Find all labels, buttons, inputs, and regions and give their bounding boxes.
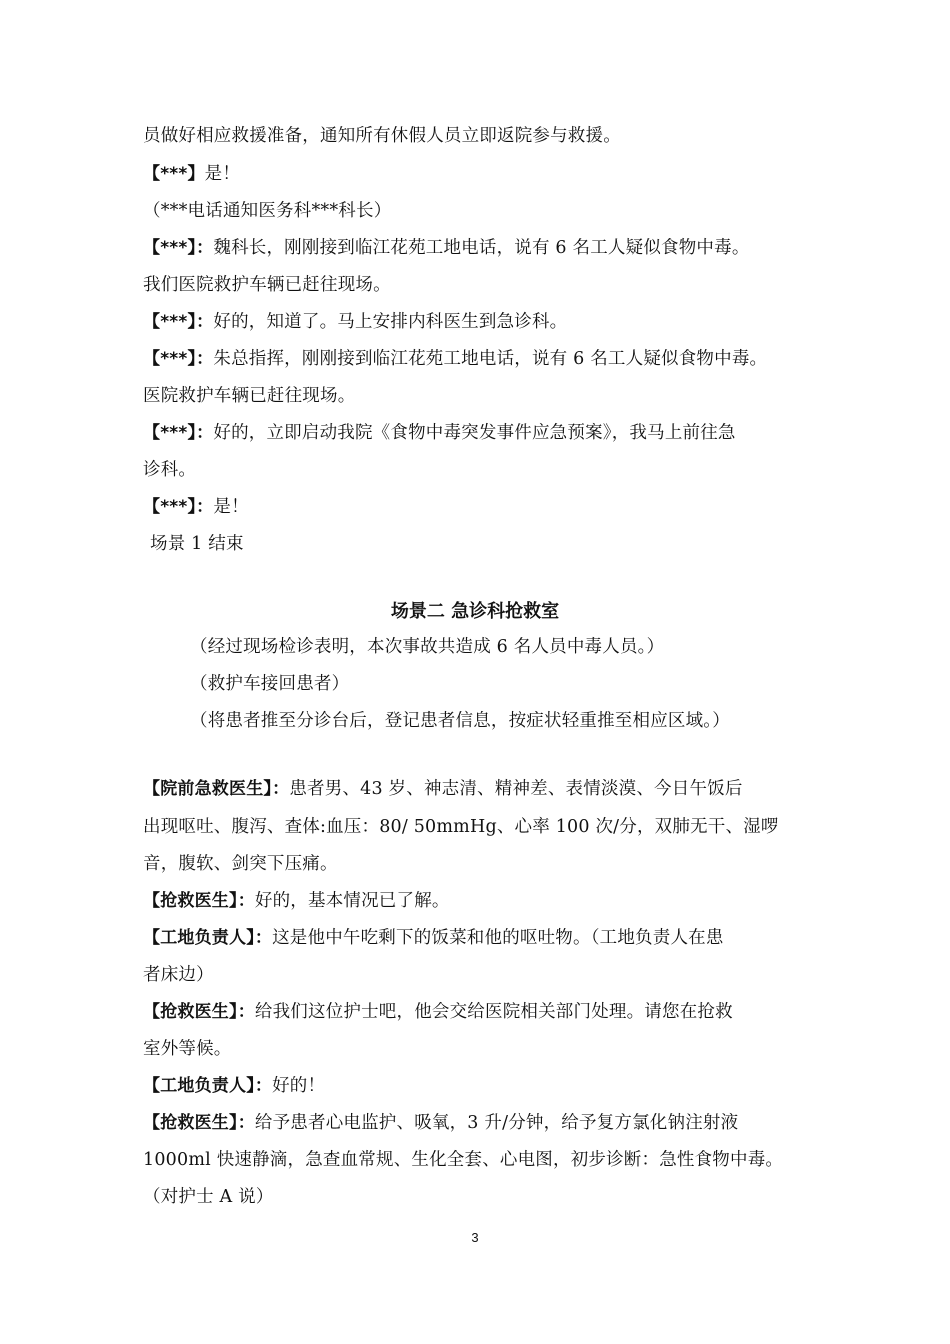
dialogue-continuation: 1000ml 快速静滴，急查血常规、生化全套、心电图，初步诊断：急性食物中毒。: [143, 1150, 784, 1170]
dialogue-continuation: 者床边）: [143, 965, 214, 985]
stage-direction: （救护车接回患者）: [190, 674, 350, 694]
text-line: 员做好相应救援准备，通知所有休假人员立即返院参与救援。: [143, 126, 621, 146]
dialogue-line: 【***】：朱总指挥，刚刚接到临江花苑工地电话，说有 6 名工人疑似食物中毒。: [143, 349, 768, 369]
dialogue-continuation: 音，腹软、剑突下压痛。: [143, 854, 338, 874]
stage-direction: （对护士 A 说）: [143, 1187, 274, 1207]
dialogue-line: 【***】：好的，知道了。马上安排内科医生到急诊科。: [143, 312, 568, 332]
scene-end-note: 场景 1 结束: [150, 534, 244, 554]
dialogue-continuation: 医院救护车辆已赶往现场。: [143, 386, 356, 406]
dialogue-continuation: 我们医院救护车辆已赶往现场。: [143, 275, 391, 295]
speaker-label: 【工地负责人】：: [143, 928, 273, 948]
speaker-label: 【***】：: [143, 349, 214, 369]
stage-direction: （经过现场检诊表明，本次事故共造成 6 名人员中毒人员。）: [190, 637, 665, 657]
scene-heading: 场景二 急诊科抢救室: [390, 601, 560, 622]
dialogue-line: 【工地负责人】：这是他中午吃剩下的饭菜和他的呕吐物。（工地负责人在患: [143, 928, 724, 948]
dialogue-continuation: 室外等候。: [143, 1039, 232, 1059]
speaker-label: 【抢救医生】：: [143, 1113, 255, 1133]
speaker-label: 【抢救医生】：: [143, 1002, 255, 1022]
dialogue-line: 【院前急救医生】：患者男、43 岁、神志清、精神差、表情淡漠、今日午饭后: [143, 779, 743, 799]
dialogue-line: 【***】：魏科长，刚刚接到临江花苑工地电话，说有 6 名工人疑似食物中毒。: [143, 238, 750, 258]
stage-direction: （将患者推至分诊台后，登记患者信息，按症状轻重推至相应区域。）: [190, 711, 730, 731]
dialogue-line: 【***】：好的，立即启动我院《食物中毒突发事件应急预案》，我马上前往急: [143, 423, 736, 443]
dialogue-line: 【***】是！: [143, 164, 241, 184]
speaker-label: 【***】：: [143, 497, 214, 517]
dialogue-line: 【抢救医生】：给我们这位护士吧，他会交给医院相关部门处理。请您在抢救: [143, 1002, 733, 1022]
dialogue-line: 【抢救医生】：给予患者心电监护、吸氧，3 升/分钟，给予复方氯化钠注射液: [143, 1113, 739, 1133]
speaker-label: 【***】：: [143, 423, 214, 443]
speaker-label: 【***】：: [143, 238, 214, 258]
dialogue-line: 【抢救医生】：好的，基本情况已了解。: [143, 891, 450, 911]
speaker-label: 【抢救医生】：: [143, 891, 255, 911]
dialogue-line: 【工地负责人】：好的！: [143, 1076, 326, 1096]
speaker-label: 【***】：: [143, 312, 214, 332]
dialogue-continuation: 诊科。: [143, 460, 197, 480]
dialogue-line: 【***】：是！: [143, 497, 249, 517]
speaker-label: 【工地负责人】：: [143, 1076, 273, 1096]
dialogue-continuation: 出现呕吐、腹泻、查体:血压：80/ 50mmHg、心率 100 次/分，双肺无干、湿啰: [143, 817, 779, 837]
stage-direction: （***电话通知医务科***科长）: [143, 201, 392, 221]
speaker-label: 【院前急救医生】：: [143, 779, 290, 799]
page-number: 3: [471, 1230, 479, 1245]
speaker-label: 【***】: [143, 164, 205, 184]
